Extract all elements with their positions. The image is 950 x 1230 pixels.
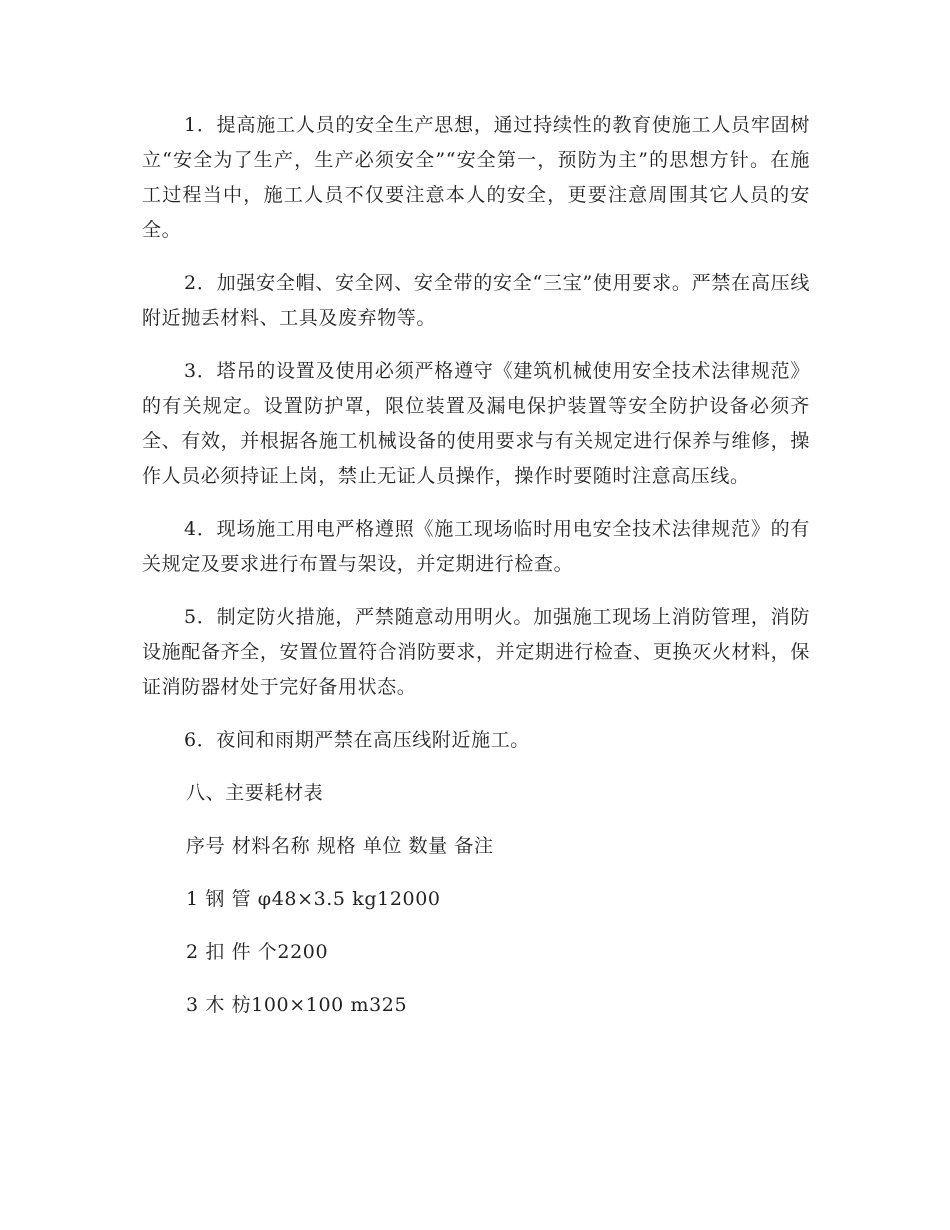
paragraph-6: 6．夜间和雨期严禁在高压线附近施工。: [184, 729, 530, 751]
document-page: [142, 108, 810, 1041]
paragraph-4: 4．现场施工用电严格遵照《施工现场临时用电安全技术法律规范》的有关规定及要求进行布置与架设，并定期进行检查。: [142, 518, 810, 575]
table-row-3: 3 木 枋100×100 m325: [186, 994, 408, 1016]
paragraph-2: 2．加强安全帽、安全网、安全带的安全“三宝”使用要求。严禁在高压线附近抛丢材料、工具及废弃物等。: [142, 272, 810, 329]
paragraph-1: 1．提高施工人员的安全生产思想，通过持续性的教育使施工人员牢固树立“安全为了生产，生产必须安全”“安全第一，预防为主”的思想方针。在施工过程当中，施工人员不仅要注意本人的安全，更要注意周围其它人员的安全。: [142, 114, 810, 241]
table-row-2: 2 扣 件 个2200: [186, 941, 329, 963]
section-title: 八、主要耗材表: [186, 782, 324, 804]
paragraph-3: 3．塔吊的设置及使用必须严格遵守《建筑机械使用安全技术法律规范》的有关规定。设置防护罩，限位装置及漏电保护装置等安全防护设备必须齐全、有效，并根据各施工机械设备的使用要求与有关规定进行保养与维修，操作人员必须持证上岗，禁止无证人员操作，操作时要随时注意高压线。: [142, 360, 810, 487]
table-row-1: 1 钢 管 φ48×3.5 kg12000: [186, 888, 441, 910]
paragraph-5: 5．制定防火措施，严禁随意动用明火。加强施工现场上消防管理，消防设施配备齐全，安置位置符合消防要求，并定期进行检查、更换灭火材料，保证消防器材处于完好备用状态。: [142, 606, 810, 698]
table-header: 序号 材料名称 规格 单位 数量 备注: [186, 835, 494, 857]
